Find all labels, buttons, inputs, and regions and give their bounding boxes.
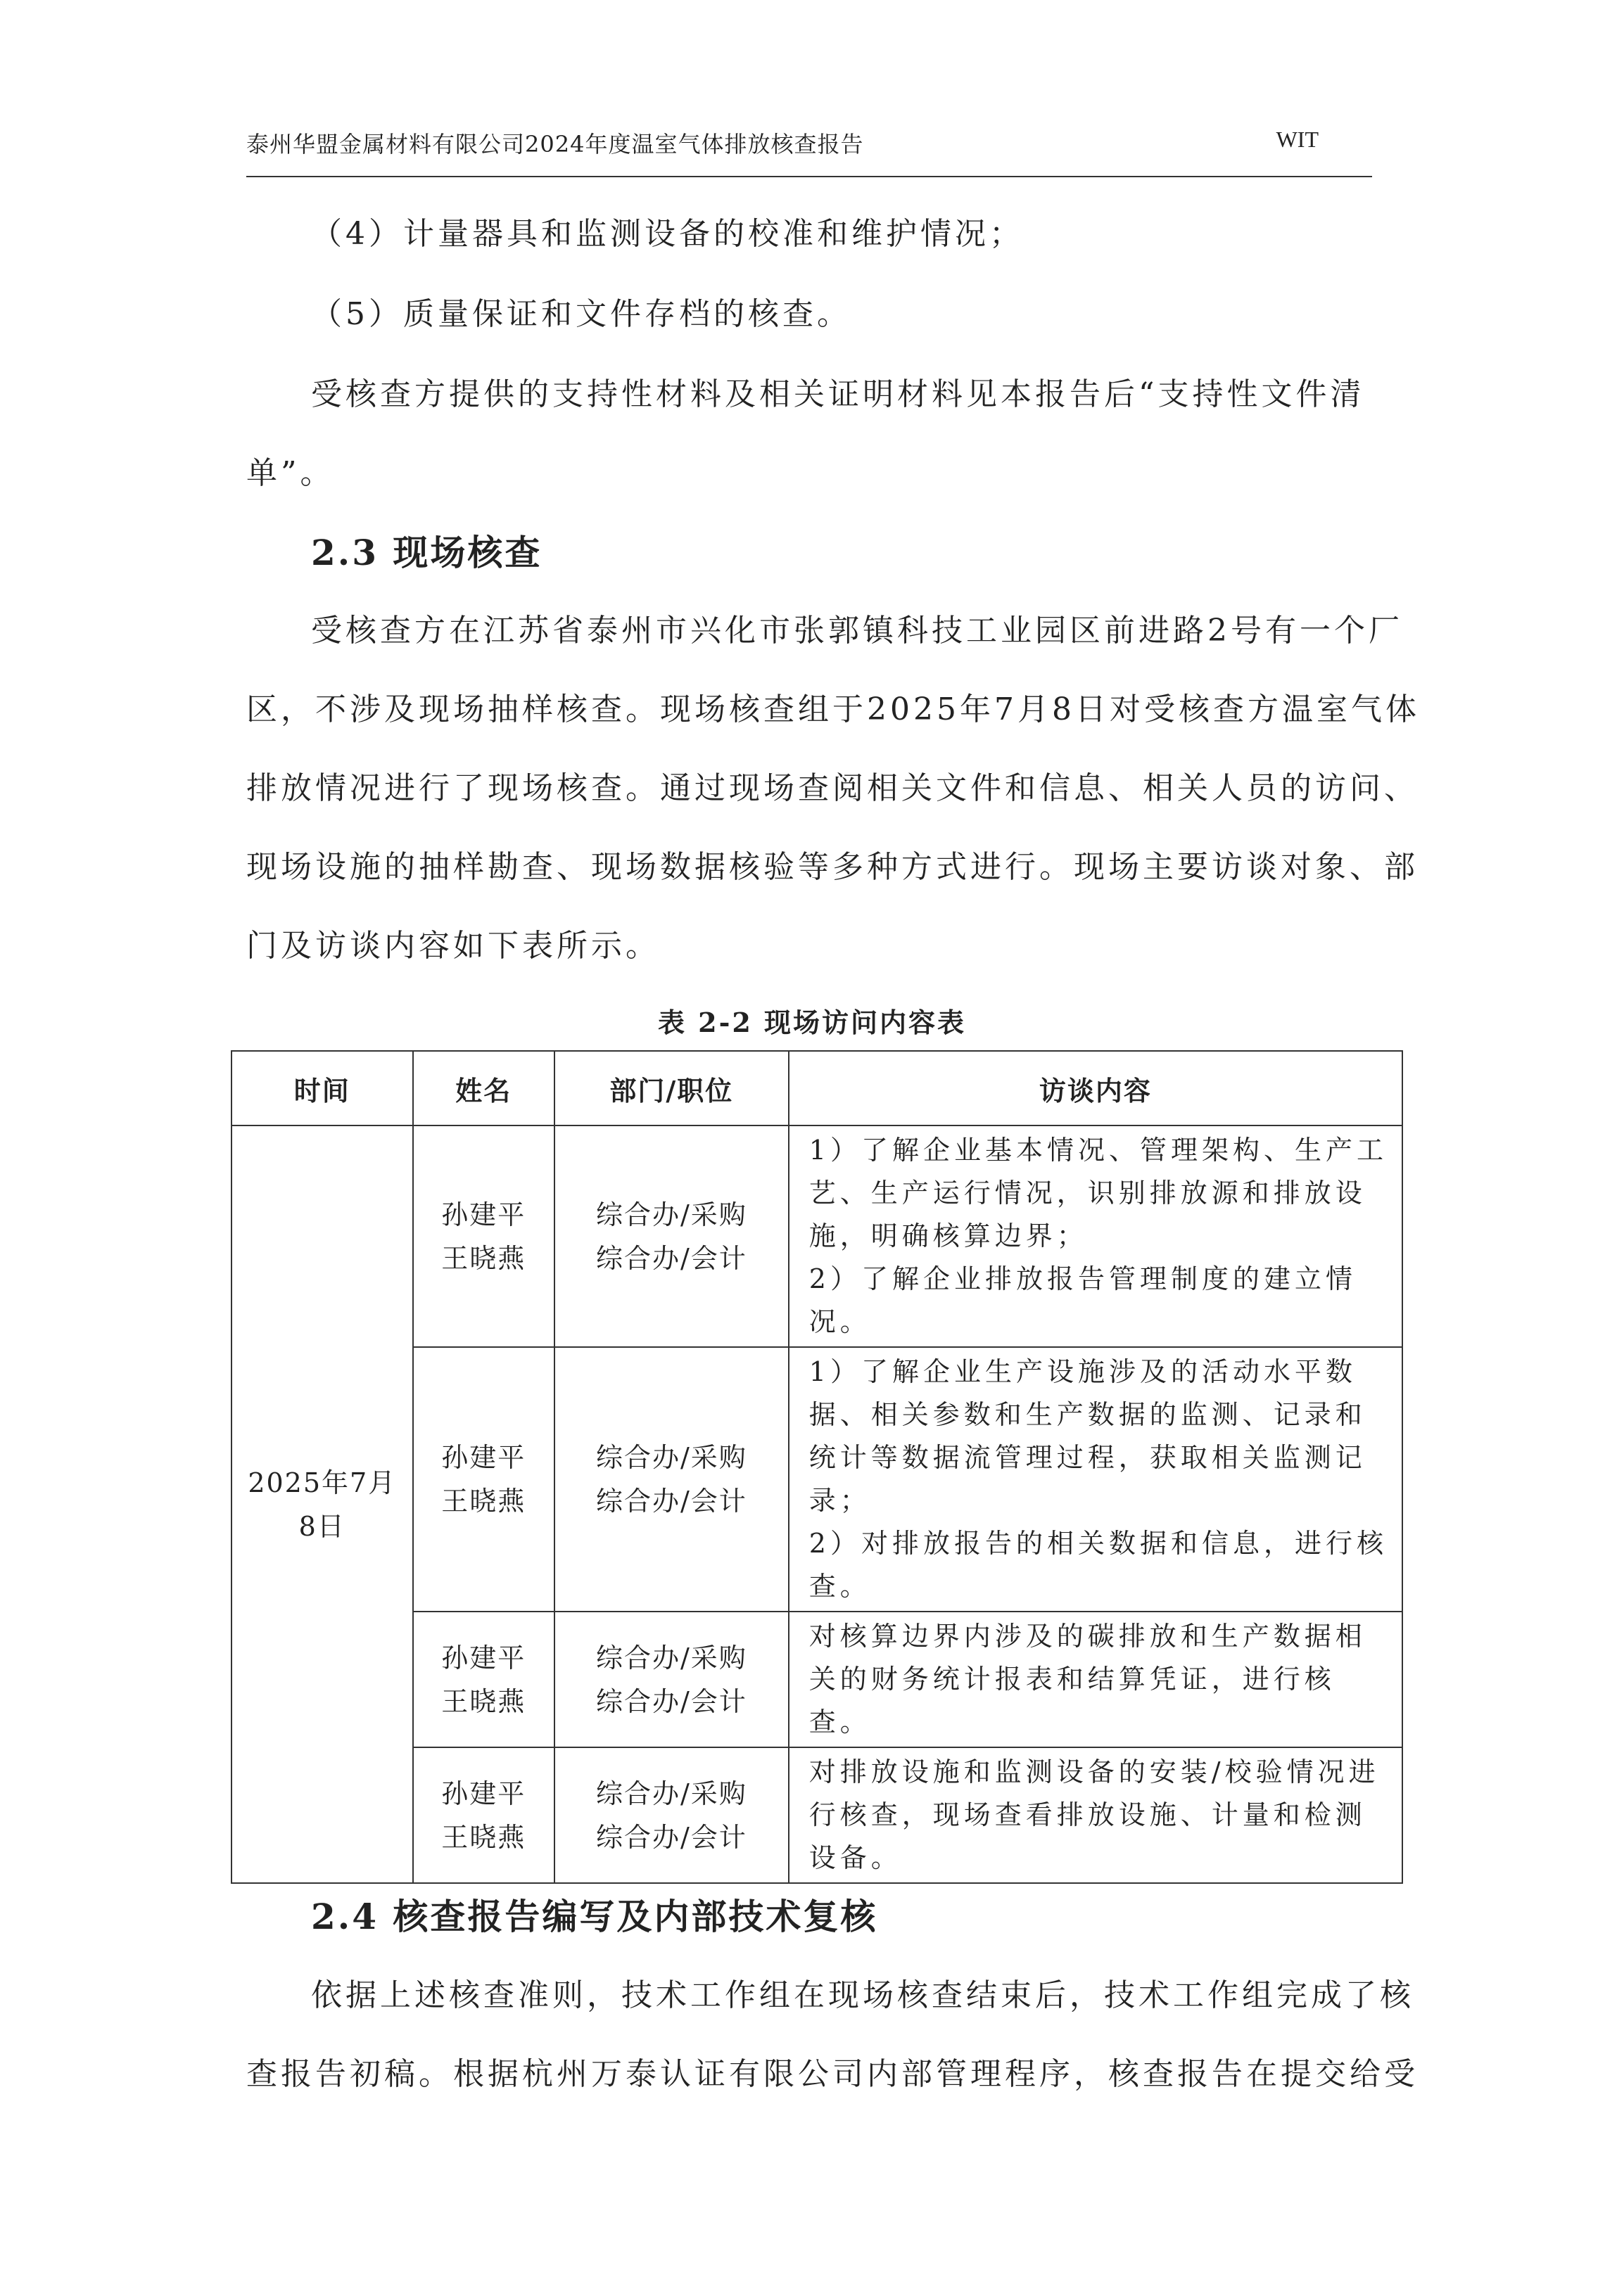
header-title: 泰州华盟金属材料有限公司2024年度温室气体排放核查报告 [246, 131, 864, 158]
content-line: 设备。 [808, 1842, 902, 1873]
name-cell [413, 1612, 554, 1747]
header-content: 访谈内容 [789, 1051, 1402, 1125]
content-line: 查。 [808, 1707, 871, 1737]
name-cell [413, 1125, 554, 1347]
time-line: 2025年7月 [248, 1467, 397, 1498]
content-cell [789, 1347, 1402, 1612]
section-2-3-line: 门及访谈内容如下表所示。 [246, 928, 660, 964]
header-org-code: WIT [1276, 127, 1319, 152]
section-2-3-line: 排放情况进行了现场核查。通过现场查阅相关文件和信息、相关人员的访问、 [246, 770, 1419, 806]
section-2-3-line: 受核查方在江苏省泰州市兴化市张郭镇科技工业园区前进路2号有一个厂 [311, 613, 1403, 649]
table-caption: 表 2-2 现场访问内容表 [657, 1007, 967, 1038]
person-name: 孙建平 [441, 1199, 526, 1230]
content-line: 关的财务统计报表和结算凭证，进行核 [808, 1664, 1336, 1695]
content-line: 据、相关参数和生产数据的监测、记录和 [808, 1399, 1366, 1430]
time-cell [231, 1125, 413, 1883]
name-cell [413, 1747, 554, 1883]
section-2-3-line: 现场设施的抽样勘查、现场数据核验等多种方式进行。现场主要访谈对象、部 [246, 849, 1419, 885]
content-line: 况。 [808, 1306, 871, 1337]
dept-position: 综合办/采购 [595, 1199, 747, 1230]
dept-position: 综合办/会计 [595, 1486, 747, 1517]
dept-cell [554, 1747, 789, 1883]
paragraph-item5: （5）质量保证和文件存档的核查。 [311, 296, 851, 332]
content-line: 录； [808, 1485, 871, 1516]
content-line: 施，明确核算边界； [808, 1220, 1088, 1251]
name-cell [413, 1347, 554, 1612]
content-line: 查。 [808, 1571, 871, 1602]
content-cell [789, 1612, 1402, 1747]
dept-position: 综合办/会计 [595, 1821, 747, 1853]
dept-cell [554, 1347, 789, 1612]
content-line: 行核查，现场查看排放设施、计量和检测 [808, 1799, 1366, 1830]
person-name: 孙建平 [441, 1442, 526, 1473]
dept-position: 综合办/采购 [595, 1642, 747, 1673]
content-line: 2）了解企业排放报告管理制度的建立情 [808, 1263, 1357, 1294]
section-2-3-line: 区，不涉及现场抽样核查。现场核查组于2025年7月8日对受核查方温室气体 [246, 691, 1420, 727]
dept-position: 综合办/采购 [595, 1778, 747, 1809]
content-cell [789, 1747, 1402, 1883]
content-line: 1）了解企业生产设施涉及的活动水平数 [808, 1356, 1357, 1387]
paragraph-support-line1: 受核查方提供的支持性材料及相关证明材料见本报告后“支持性文件清 [311, 376, 1365, 412]
dept-position: 综合办/会计 [595, 1242, 747, 1274]
table-row [231, 1125, 1402, 1347]
content-line: 对核算边界内涉及的碳排放和生产数据相 [808, 1621, 1366, 1652]
content-line: 2）对排放报告的相关数据和信息，进行核 [808, 1528, 1388, 1559]
section-2-4-line: 查报告初稿。根据杭州万泰认证有限公司内部管理程序，核查报告在提交给受 [246, 2056, 1419, 2092]
dept-cell [554, 1612, 789, 1747]
content-line: 1）了解企业基本情况、管理架构、生产工 [808, 1135, 1388, 1166]
content-line: 对排放设施和监测设备的安装/校验情况进 [808, 1756, 1380, 1787]
person-name: 王晓燕 [441, 1821, 526, 1853]
dept-position: 综合办/会计 [595, 1685, 747, 1717]
content-cell [789, 1125, 1402, 1347]
person-name: 孙建平 [441, 1778, 526, 1809]
section-2-4-line: 依据上述核查准则，技术工作组在现场核查结束后，技术工作组完成了核 [311, 1977, 1414, 2013]
section-2-3-heading: 2.3 现场核查 [311, 532, 543, 573]
person-name: 孙建平 [441, 1642, 526, 1673]
content-line: 统计等数据流管理过程，获取相关监测记 [808, 1442, 1366, 1473]
table-header-row [231, 1051, 1402, 1125]
dept-position: 综合办/采购 [595, 1442, 747, 1473]
page-header [246, 117, 1372, 177]
time-line: 8日 [298, 1510, 345, 1542]
content-line: 艺、生产运行情况，识别排放源和排放设 [808, 1178, 1366, 1208]
section-2-4-heading: 2.4 核查报告编写及内部技术复核 [311, 1896, 878, 1937]
person-name: 王晓燕 [441, 1242, 526, 1274]
dept-cell [554, 1125, 789, 1347]
paragraph-item4: （4）计量器具和监测设备的校准和维护情况； [311, 216, 1024, 252]
person-name: 王晓燕 [441, 1685, 526, 1717]
person-name: 王晓燕 [441, 1486, 526, 1517]
header-dept: 部门/职位 [554, 1051, 789, 1125]
paragraph-support-line2: 单”。 [246, 455, 335, 491]
header-time: 时间 [231, 1051, 413, 1125]
interview-table [231, 1050, 1403, 1884]
header-name: 姓名 [413, 1051, 554, 1125]
